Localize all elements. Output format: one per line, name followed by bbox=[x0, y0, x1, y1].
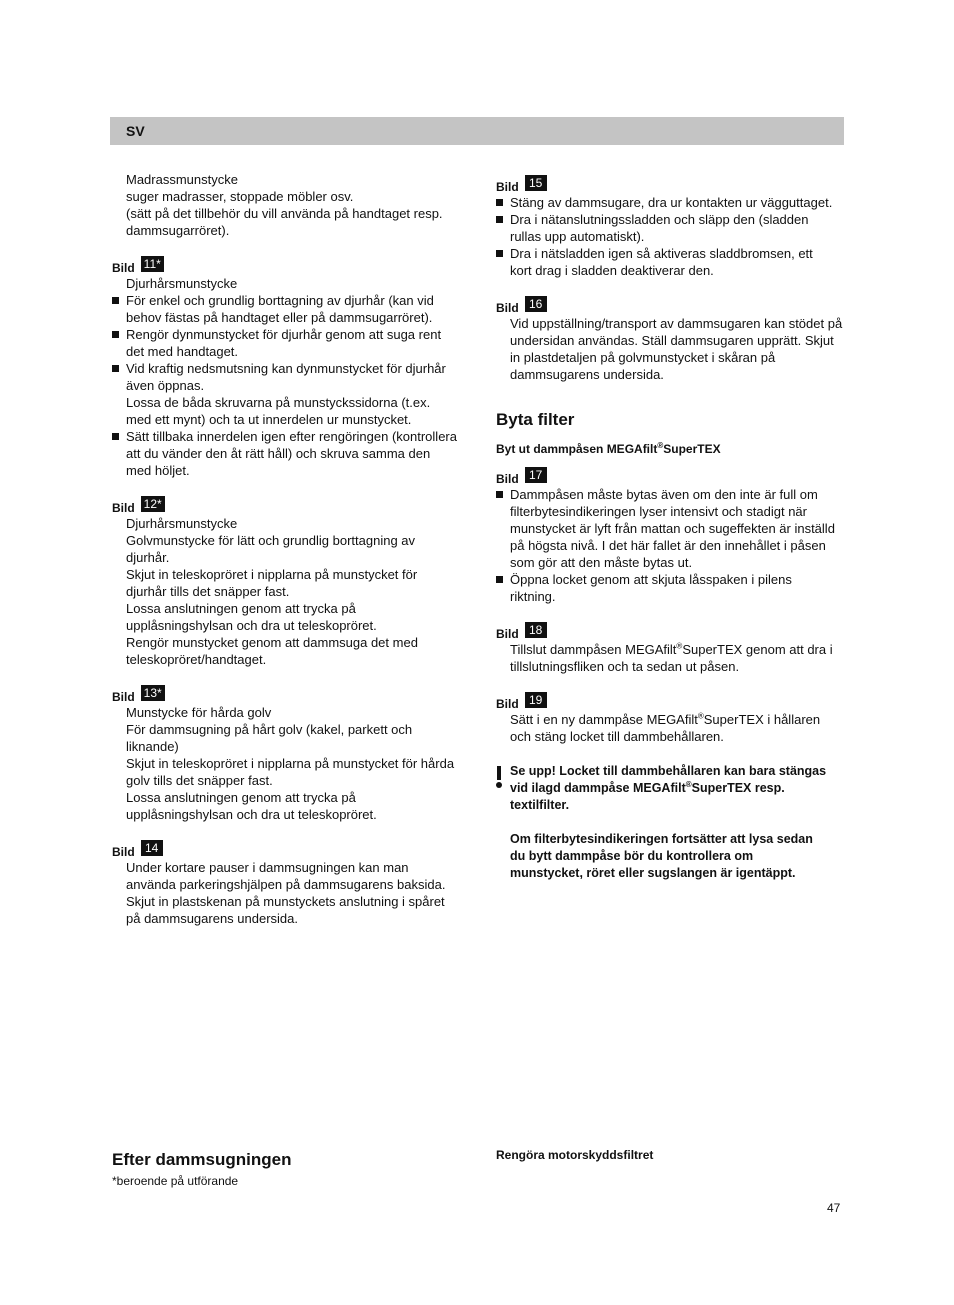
text-line: undersidan användas. Ställ dammsugaren upprätt. Skjut bbox=[510, 333, 834, 348]
section-text bbox=[496, 711, 846, 745]
intro-line: Madrassmunstycke bbox=[126, 172, 238, 187]
section-bild-18 bbox=[496, 623, 846, 675]
bullet-line: Öppna locket genom att skjuta låsspaken i pilens bbox=[510, 572, 792, 587]
text-line: Rengör munstycket genom att dammsuga det med bbox=[126, 635, 418, 650]
figure-number-badge: 18 bbox=[525, 622, 547, 638]
bullet-item bbox=[112, 428, 462, 479]
text-line: djurhår. bbox=[126, 550, 170, 565]
intro-line: suger madrasser, stoppade möbler osv. bbox=[126, 189, 354, 204]
bullet-line: riktning. bbox=[510, 589, 556, 604]
registered-mark: ® bbox=[657, 441, 664, 450]
warning-line: Om filterbytesindikeringen fortsätter att lysa sedan bbox=[510, 832, 813, 846]
text-line: in plastdetaljen på golvmunstycket i skåran på bbox=[510, 350, 776, 365]
subheading-text: Byt ut dammpåsen MEGAfilt bbox=[496, 442, 658, 456]
page-number: 47 bbox=[827, 1201, 841, 1215]
text-line: Lossa anslutningen genom att trycka på bbox=[126, 790, 356, 805]
bullet-line: Dra i nätsladden igen så aktiveras sladdbromsen, ett bbox=[510, 246, 813, 261]
text-line bbox=[510, 641, 846, 658]
bullet-line: att du vänder den åt rätt håll) och skruva samma den bbox=[126, 446, 431, 461]
figure-label bbox=[496, 623, 846, 641]
figure-word: Bild bbox=[112, 845, 135, 859]
subheading-motor-filter: Rengöra motorskyddsfiltret bbox=[496, 1148, 654, 1162]
bullet-line: med höljet. bbox=[126, 463, 190, 478]
warning-note bbox=[496, 763, 846, 882]
text-line: liknande) bbox=[126, 739, 179, 754]
bullet-line: rullas upp automatiskt). bbox=[510, 229, 645, 244]
figure-label bbox=[496, 468, 846, 486]
figure-number-badge: 11* bbox=[141, 256, 164, 272]
bullet-line: För enkel och grundlig borttagning av djurhår (kan vid bbox=[126, 293, 434, 308]
language-header-bar bbox=[110, 117, 844, 145]
text-fragment: Tillslut dammpåsen MEGAfilt bbox=[510, 642, 677, 657]
section-text bbox=[112, 859, 462, 927]
bullet-line: Stäng av dammsugare, dra ur kontakten ur vägguttaget. bbox=[510, 195, 833, 210]
registered-mark: ® bbox=[697, 711, 704, 721]
bullet-line: kort drag i sladden deaktiverar den. bbox=[510, 263, 714, 278]
section-bild-15 bbox=[496, 176, 846, 279]
bullet-line: även öppnas. bbox=[126, 378, 205, 393]
bullet-item bbox=[496, 194, 846, 211]
text-line: dammsugarens undersida. bbox=[510, 367, 664, 382]
bullet-line: Dammpåsen måste bytas även om den inte är full om bbox=[510, 487, 818, 502]
figure-label bbox=[112, 497, 462, 515]
figure-label bbox=[496, 297, 846, 315]
section-bild-17 bbox=[496, 468, 846, 605]
text-line: Skjut in plastskenan på munstyckets anslutning i spåret bbox=[126, 894, 445, 909]
bullet-line: filterbytesindikeringen lyser intensivt och stadigt när bbox=[510, 504, 807, 519]
bullet-item bbox=[496, 245, 846, 279]
bullet-item bbox=[496, 486, 846, 571]
bullet-line: på högsta nivå. I det här fallet är den innehållet i påsen bbox=[510, 538, 826, 553]
bullet-item bbox=[112, 360, 462, 428]
bullet-line: munstycket är lyft från mattan och sugeffekten är inställd bbox=[510, 521, 835, 536]
bullet-line: Vid kraftig nedsmutsning kan dynmunstycket för djurhår bbox=[126, 361, 446, 376]
figure-label bbox=[496, 693, 846, 711]
bullet-line: Sätt tillbaka innerdelen igen efter rengöringen (kontrollera bbox=[126, 429, 457, 444]
text-fragment: SuperTEX resp. bbox=[691, 781, 785, 795]
text-line: Lossa anslutningen genom att trycka på bbox=[126, 601, 356, 616]
mattress-nozzle-section bbox=[112, 171, 462, 239]
text-line: Under kortare pauser i dammsugningen kan man bbox=[126, 860, 409, 875]
section-bild-13 bbox=[112, 686, 462, 823]
bullet-line: Lossa de båda skruvarna på munstyckssidorna (t.ex. bbox=[126, 395, 431, 410]
text-fragment: SuperTEX i hållaren bbox=[703, 712, 821, 727]
bullet-line: Rengör dynmunstycket för djurhår genom att suga rent bbox=[126, 327, 442, 342]
text-line: upplåsningshylsan och dra ut teleskopröret. bbox=[126, 807, 377, 822]
bullet-line: behov fästas på handtaget eller på dammsugarröret). bbox=[126, 310, 433, 325]
figure-number-badge: 16 bbox=[525, 296, 547, 312]
figure-word: Bild bbox=[112, 690, 135, 704]
bullet-item bbox=[496, 211, 846, 245]
bullet-line: med ett mynt) och ta ut innerdelen ur munstycket. bbox=[126, 412, 412, 427]
bullet-item bbox=[496, 571, 846, 605]
warning-line bbox=[510, 780, 846, 797]
figure-word: Bild bbox=[112, 501, 135, 515]
text-line: tillslutningsfliken och ta sedan ut påsen. bbox=[510, 659, 740, 674]
text-line: Skjut in teleskopröret i nipplarna på munstycket för bbox=[126, 567, 418, 582]
figure-word: Bild bbox=[496, 301, 519, 315]
figure-word: Bild bbox=[112, 261, 135, 275]
bullet-item bbox=[112, 326, 462, 360]
warning-line: du bytt dammpåse bör du kontrollera om bbox=[510, 849, 754, 863]
right-column bbox=[496, 176, 846, 882]
section-bild-12 bbox=[112, 497, 462, 668]
figure-label bbox=[496, 176, 846, 194]
figure-number-badge: 15 bbox=[525, 175, 547, 191]
footnote: *beroende på utförande bbox=[112, 1174, 239, 1188]
text-line: Vid uppställning/transport av dammsugaren kan stödet på bbox=[510, 316, 843, 331]
text-line: på dammsugarens undersida. bbox=[126, 911, 298, 926]
bullet-item bbox=[112, 292, 462, 326]
figure-number-badge: 12* bbox=[141, 496, 165, 512]
exclamation-icon bbox=[496, 766, 502, 788]
section-text bbox=[112, 704, 462, 823]
text-line: golv tills det snäpper fast. bbox=[126, 773, 273, 788]
bullet-line: Dra i nätanslutningssladden och släpp den (sladden bbox=[510, 212, 809, 227]
intro-line: (sätt på det tillbehör du vill använda på handtaget resp. bbox=[126, 206, 443, 221]
spacer bbox=[510, 814, 846, 831]
section-bild-14 bbox=[112, 841, 462, 927]
text-line bbox=[510, 711, 846, 728]
text-line: teleskopröret/handtaget. bbox=[126, 652, 267, 667]
bullet-line: det med handtaget. bbox=[126, 344, 239, 359]
section-text bbox=[112, 515, 462, 668]
section-bild-11 bbox=[112, 257, 462, 479]
section-text bbox=[496, 641, 846, 675]
warning-line: textilfilter. bbox=[510, 798, 570, 812]
text-line: djurhår tills det snäpper fast. bbox=[126, 584, 290, 599]
text-line: upplåsningshylsan och dra ut teleskopröret. bbox=[126, 618, 377, 633]
text-line: Golvmunstycke för lätt och grundlig borttagning av bbox=[126, 533, 416, 548]
subheading-text: SuperTEX bbox=[663, 442, 721, 456]
text-fragment: vid ilagd dammpåse MEGAfilt bbox=[510, 781, 686, 795]
registered-mark: ® bbox=[685, 779, 692, 789]
figure-word: Bild bbox=[496, 180, 519, 194]
text-line: För dammsugning på hårt golv (kakel, parkett och bbox=[126, 722, 413, 737]
text-fragment: Sätt i en ny dammpåse MEGAfilt bbox=[510, 712, 698, 727]
warning-line: Se upp! Locket till dammbehållaren kan bara stängas bbox=[510, 764, 827, 778]
figure-label bbox=[112, 841, 462, 859]
section-heading-byta-filter: Byta filter bbox=[496, 410, 575, 429]
section-text bbox=[496, 315, 846, 383]
figure-label bbox=[112, 257, 462, 275]
registered-mark: ® bbox=[676, 641, 683, 651]
figure-word: Bild bbox=[496, 697, 519, 711]
figure-word: Bild bbox=[496, 627, 519, 641]
figure-label bbox=[112, 686, 462, 704]
section-bild-19 bbox=[496, 693, 846, 745]
text-line: Munstycke för hårda golv bbox=[126, 705, 272, 720]
figure-number-badge: 13* bbox=[141, 685, 165, 701]
left-column bbox=[112, 171, 462, 945]
text-line: Skjut in teleskopröret i nipplarna på munstycket för hårda bbox=[126, 756, 455, 771]
warning-line: munstycket, röret eller sugslangen är igentäppt. bbox=[510, 866, 796, 880]
text-line: Djurhårsmunstycke bbox=[126, 516, 238, 531]
language-code: SV bbox=[126, 123, 145, 139]
figure-number-badge: 19 bbox=[525, 692, 547, 708]
subheading-dust-bag bbox=[496, 441, 846, 458]
text-line: använda parkeringshjälpen på dammsugarens baksida. bbox=[126, 877, 446, 892]
figure-number-badge: 14 bbox=[141, 840, 163, 856]
figure-word: Bild bbox=[496, 472, 519, 486]
bullet-line: som gör att den måste bytas ut. bbox=[510, 555, 693, 570]
section-bild-16 bbox=[496, 297, 846, 383]
text-line: och stäng locket till dammbehållaren. bbox=[510, 729, 724, 744]
text-line: Djurhårsmunstycke bbox=[126, 276, 238, 291]
section-heading-after-vacuuming: Efter dammsugningen bbox=[112, 1150, 292, 1169]
intro-line: dammsugarröret). bbox=[126, 223, 230, 238]
text-fragment: SuperTEX genom att dra i bbox=[682, 642, 833, 657]
figure-number-badge: 17 bbox=[525, 467, 547, 483]
